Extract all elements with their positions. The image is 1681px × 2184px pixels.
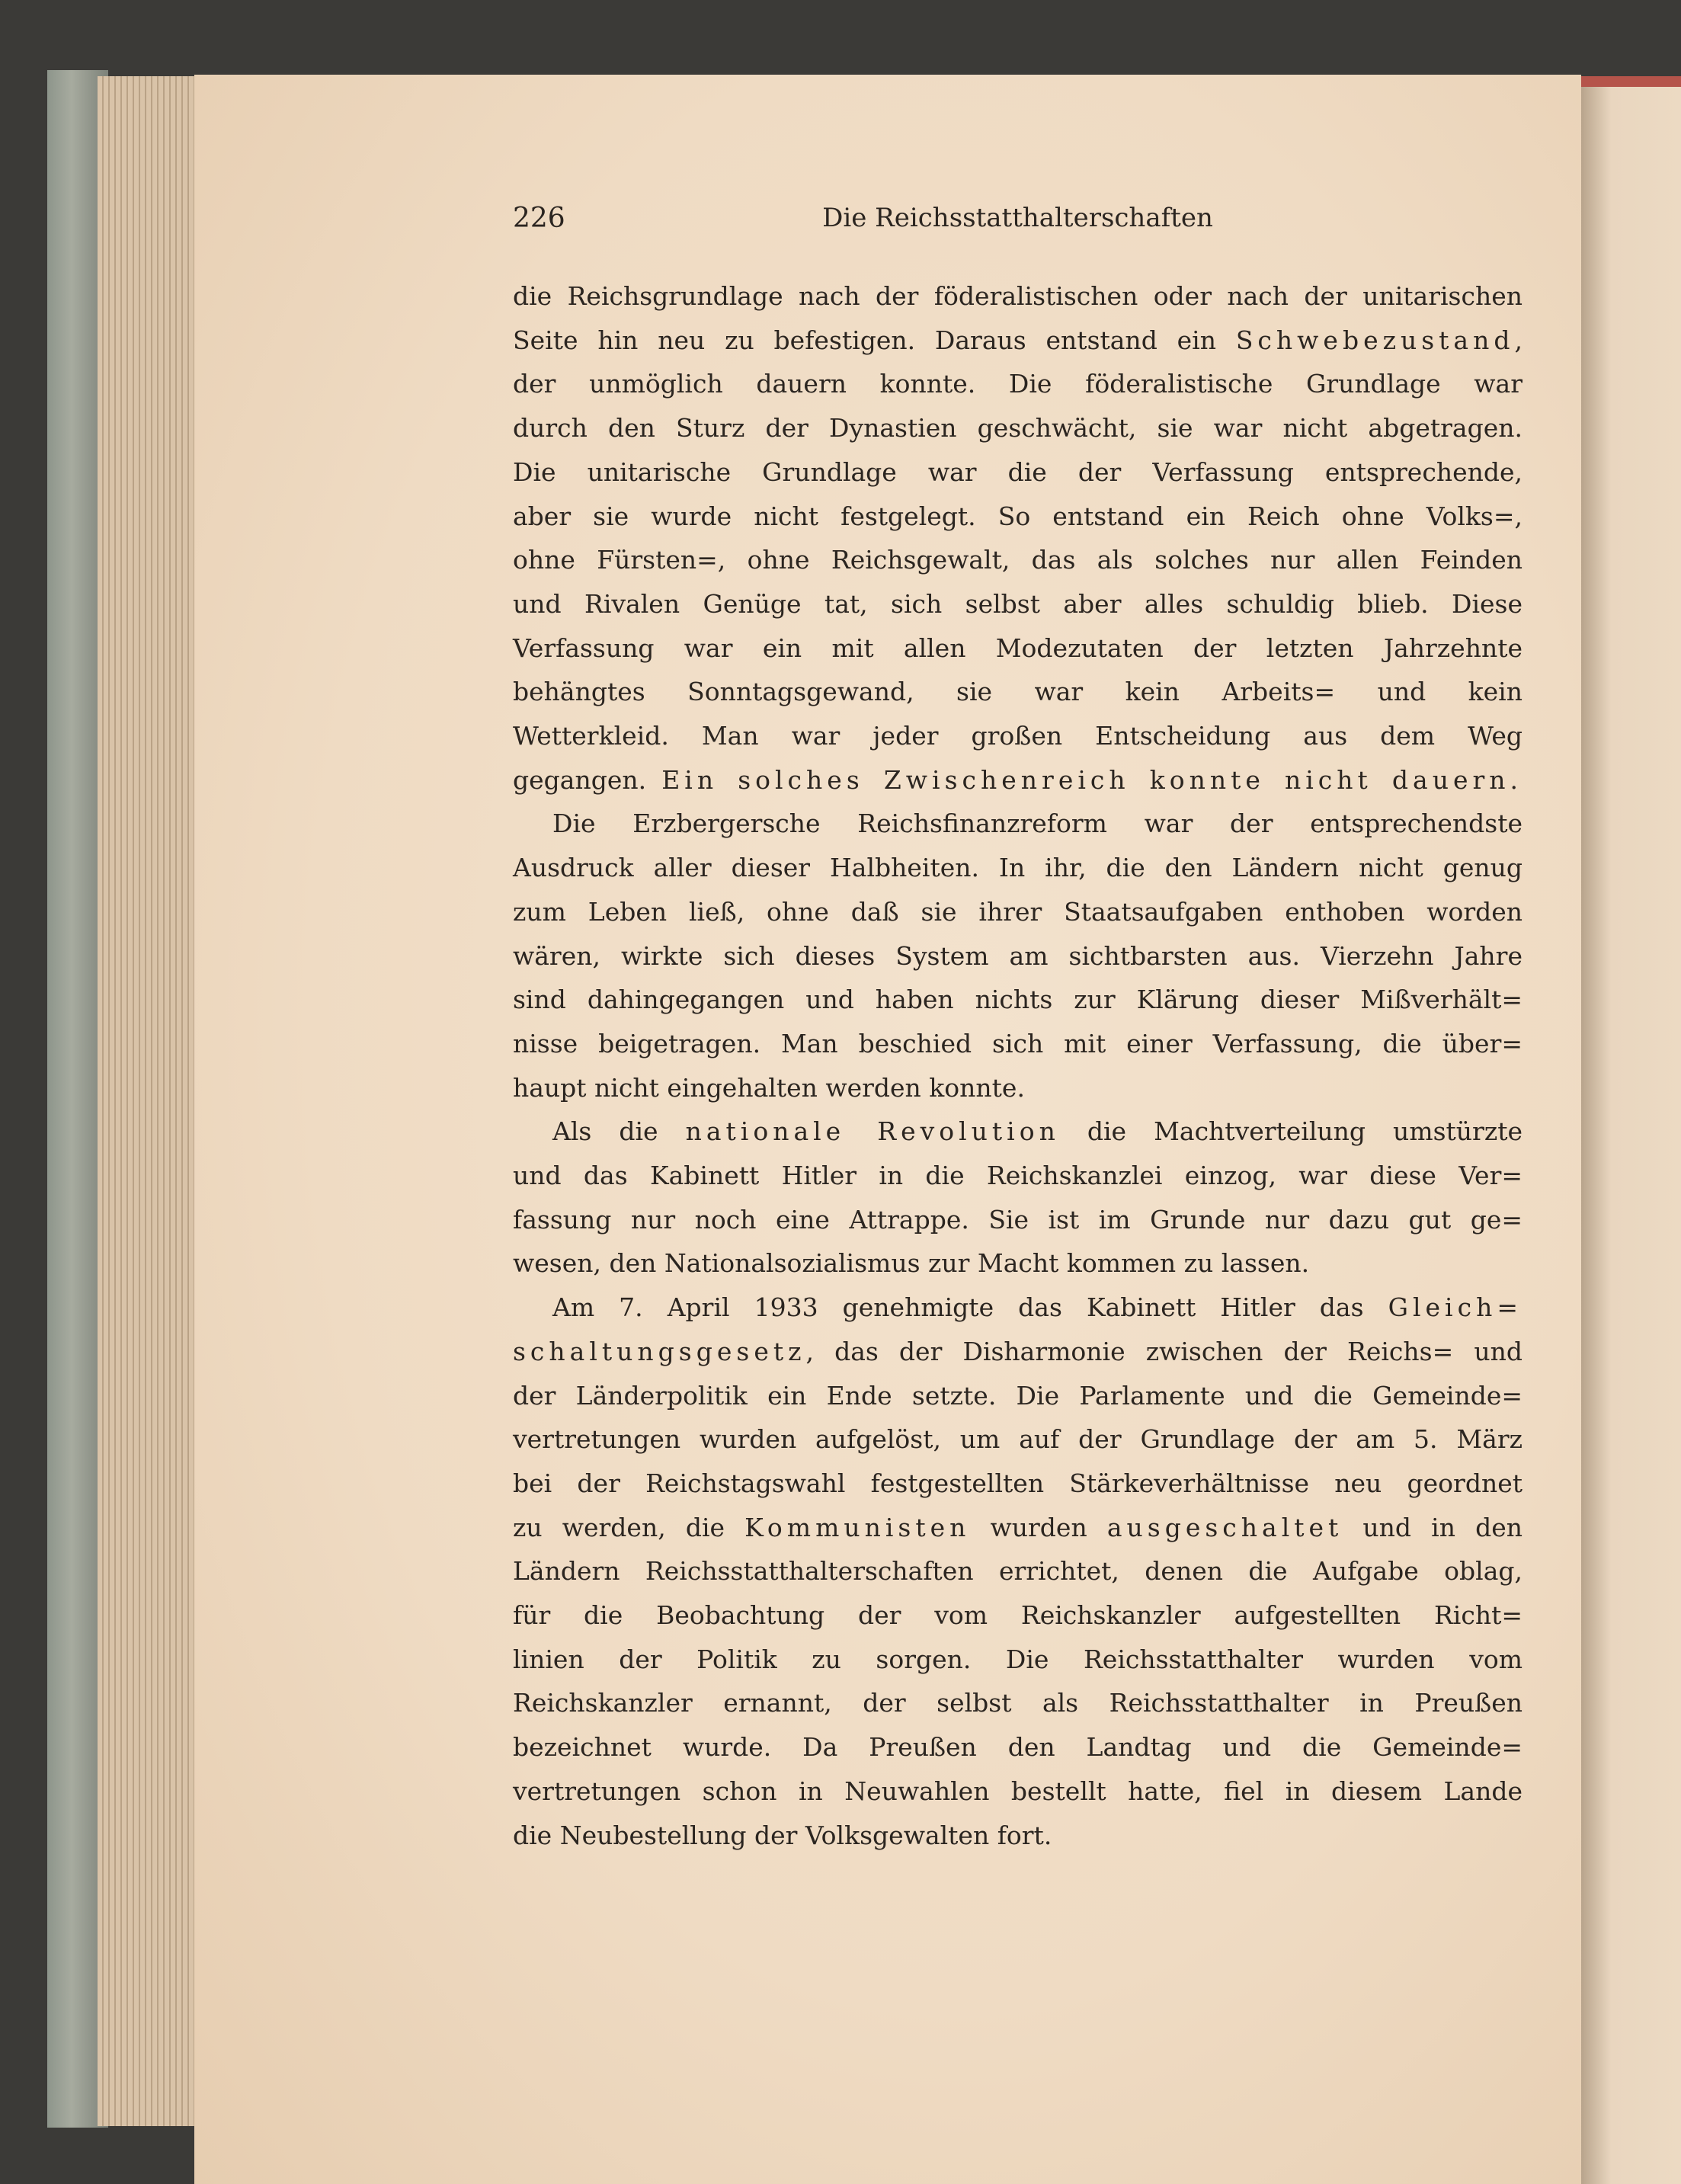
text-segment: und in den	[1343, 1512, 1523, 1542]
text-line	[513, 1158, 1523, 1193]
text-segment: behängtes Sonntagsgewand, sie war kein Arbeits= und kein	[513, 677, 1523, 707]
text-line	[513, 1686, 1523, 1721]
text-segment: ohne Fürsten=, ohne Reichsgewalt, das als solches nur allen Feinden	[513, 545, 1523, 575]
text-segment: fassung nur noch eine Attrappe. Sie ist im Grunde nur dazu gut ge=	[513, 1204, 1523, 1235]
text-line	[513, 1026, 1523, 1062]
text-segment: vertretungen schon in Neuwahlen bestellt hatte, fiel in diesem Lande	[513, 1776, 1523, 1806]
text-line	[513, 1290, 1523, 1325]
text-segment: der unmöglich dauern konnte. Die föderalistische Grundlage war	[513, 369, 1523, 399]
text-line	[513, 1774, 1523, 1809]
emphasized-text: Kommunisten	[744, 1512, 971, 1542]
text-line	[513, 1202, 1523, 1238]
text-segment: nisse beigetragen. Man beschied sich mit einer Verfassung, die über=	[513, 1028, 1523, 1058]
text-line	[513, 455, 1523, 490]
text-line	[513, 1071, 1523, 1106]
text-line	[513, 1598, 1523, 1633]
text-segment: durch den Sturz der Dynastien geschwächt, sie war nicht abgetragen.	[513, 413, 1523, 444]
text-line	[513, 1510, 1523, 1545]
text-line	[513, 719, 1523, 754]
text-line	[513, 1642, 1523, 1677]
text-segment: die Machtverteilung umstürzte	[1059, 1116, 1523, 1147]
page-number: 226	[513, 203, 565, 234]
page-header	[513, 203, 1523, 238]
text-segment: wären, wirkte sich dieses System am sichtbarsten aus. Vierzehn Jahre	[513, 940, 1523, 971]
emphasized-text: ausgeschaltet	[1106, 1512, 1343, 1542]
text-segment: Verfassung war ein mit allen Modezutaten der letzten Jahrzehnte	[513, 632, 1523, 663]
text-segment: Die unitarische Grundlage war die der Verfassung entsprechende,	[513, 456, 1523, 487]
text-line	[513, 587, 1523, 622]
text-segment: sind dahingegangen und haben nichts zur Klärung dieser Mißverhält=	[513, 985, 1523, 1015]
text-segment: die Neubestellung der Volksgewalten fort.	[513, 1820, 1052, 1850]
text-line	[513, 1379, 1523, 1414]
text-line	[513, 1554, 1523, 1589]
emphasized-text: Gleich=	[1388, 1292, 1523, 1323]
emphasized-text: schaltungsgesetz	[513, 1336, 806, 1366]
emphasized-text: nationale Revolution	[685, 1116, 1060, 1147]
text-line	[513, 1422, 1523, 1457]
text-line	[513, 1818, 1523, 1853]
text-segment: zu werden, die	[513, 1512, 745, 1542]
running-title: Die Reichsstatthalterschaften	[822, 203, 1213, 233]
text-segment: zum Leben ließ, ohne daß sie ihrer Staatsaufgaben enthoben worden	[513, 896, 1523, 927]
text-line	[513, 323, 1523, 358]
text-line	[513, 982, 1523, 1017]
emphasized-text: Ein solches Zwischenreich konnte nicht dauern.	[661, 764, 1523, 795]
text-segment: , das der Disharmonie zwischen der Reichs= und	[805, 1336, 1523, 1366]
text-line	[513, 279, 1523, 314]
text-line	[513, 411, 1523, 446]
text-segment: Wetterkleid. Man war jeder großen Entscheidung aus dem Weg	[513, 721, 1523, 751]
text-segment: Ländern Reichsstatthalterschaften errichtet, denen die Aufgabe oblag,	[513, 1556, 1523, 1587]
facing-page-edge	[1581, 76, 1681, 2184]
text-segment: Ausdruck aller dieser Halbheiten. In ihr, die den Ländern nicht genug	[513, 853, 1523, 883]
text-segment: der Länderpolitik ein Ende setzte. Die Parlamente und die Gemeinde=	[513, 1380, 1523, 1411]
text-segment: linien der Politik zu sorgen. Die Reichsstatthalter wurden vom	[513, 1644, 1523, 1674]
text-line	[513, 499, 1523, 534]
text-line	[513, 1466, 1523, 1501]
text-segment: bezeichnet wurde. Da Preußen den Landtag und die Gemeinde=	[513, 1732, 1523, 1763]
text-segment: Als die	[552, 1116, 686, 1147]
text-segment: vertretungen wurden aufgelöst, um auf der Grundlage der am 5. März	[513, 1424, 1523, 1455]
text-segment: gegangen.	[513, 764, 662, 795]
text-line	[513, 674, 1523, 709]
text-segment: wurden	[970, 1512, 1107, 1542]
text-line	[513, 1246, 1523, 1281]
text-segment: Reichskanzler ernannt, der selbst als Reichsstatthalter in Preußen	[513, 1688, 1523, 1718]
text-line	[513, 806, 1523, 841]
text-line	[513, 367, 1523, 402]
red-page-edge	[1581, 76, 1681, 87]
text-line	[513, 763, 1523, 798]
text-segment: bei der Reichstagswahl festgestellten Stärkeverhältnisse neu geordnet	[513, 1468, 1523, 1498]
text-line	[513, 895, 1523, 930]
text-segment: Am 7. April 1933 genehmigte das Kabinett Hitler das	[552, 1292, 1388, 1323]
text-segment: Seite hin neu zu befestigen. Daraus entstand ein	[513, 325, 1236, 355]
text-segment: haupt nicht eingehalten werden konnte.	[513, 1072, 1025, 1103]
text-segment: und das Kabinett Hitler in die Reichskanzlei einzog, war diese Ver=	[513, 1161, 1523, 1190]
text-segment: ,	[1514, 325, 1523, 355]
text-segment: und Rivalen Genüge tat, sich selbst aber alles schuldig blieb. Diese	[513, 588, 1523, 619]
text-line	[513, 1730, 1523, 1765]
text-line	[513, 1334, 1523, 1369]
text-segment: Die Erzbergersche Reichsfinanzreform war der entsprechendste	[552, 809, 1523, 839]
emphasized-text: Schwebezustand	[1235, 325, 1515, 355]
text-segment: wesen, den Nationalsozialismus zur Macht kommen zu lassen.	[513, 1248, 1310, 1279]
text-line	[513, 543, 1523, 578]
text-line	[513, 1114, 1523, 1149]
text-segment: für die Beobachtung der vom Reichskanzler aufgestellten Richt=	[513, 1600, 1523, 1630]
text-segment: die Reichsgrundlage nach der föderalistischen oder nach der unitarischen	[513, 281, 1523, 311]
text-line	[513, 939, 1523, 974]
text-line	[513, 631, 1523, 666]
text-line	[513, 850, 1523, 885]
text-segment: aber sie wurde nicht festgelegt. So entstand ein Reich ohne Volks=,	[513, 501, 1523, 531]
page-edges	[98, 76, 200, 2126]
